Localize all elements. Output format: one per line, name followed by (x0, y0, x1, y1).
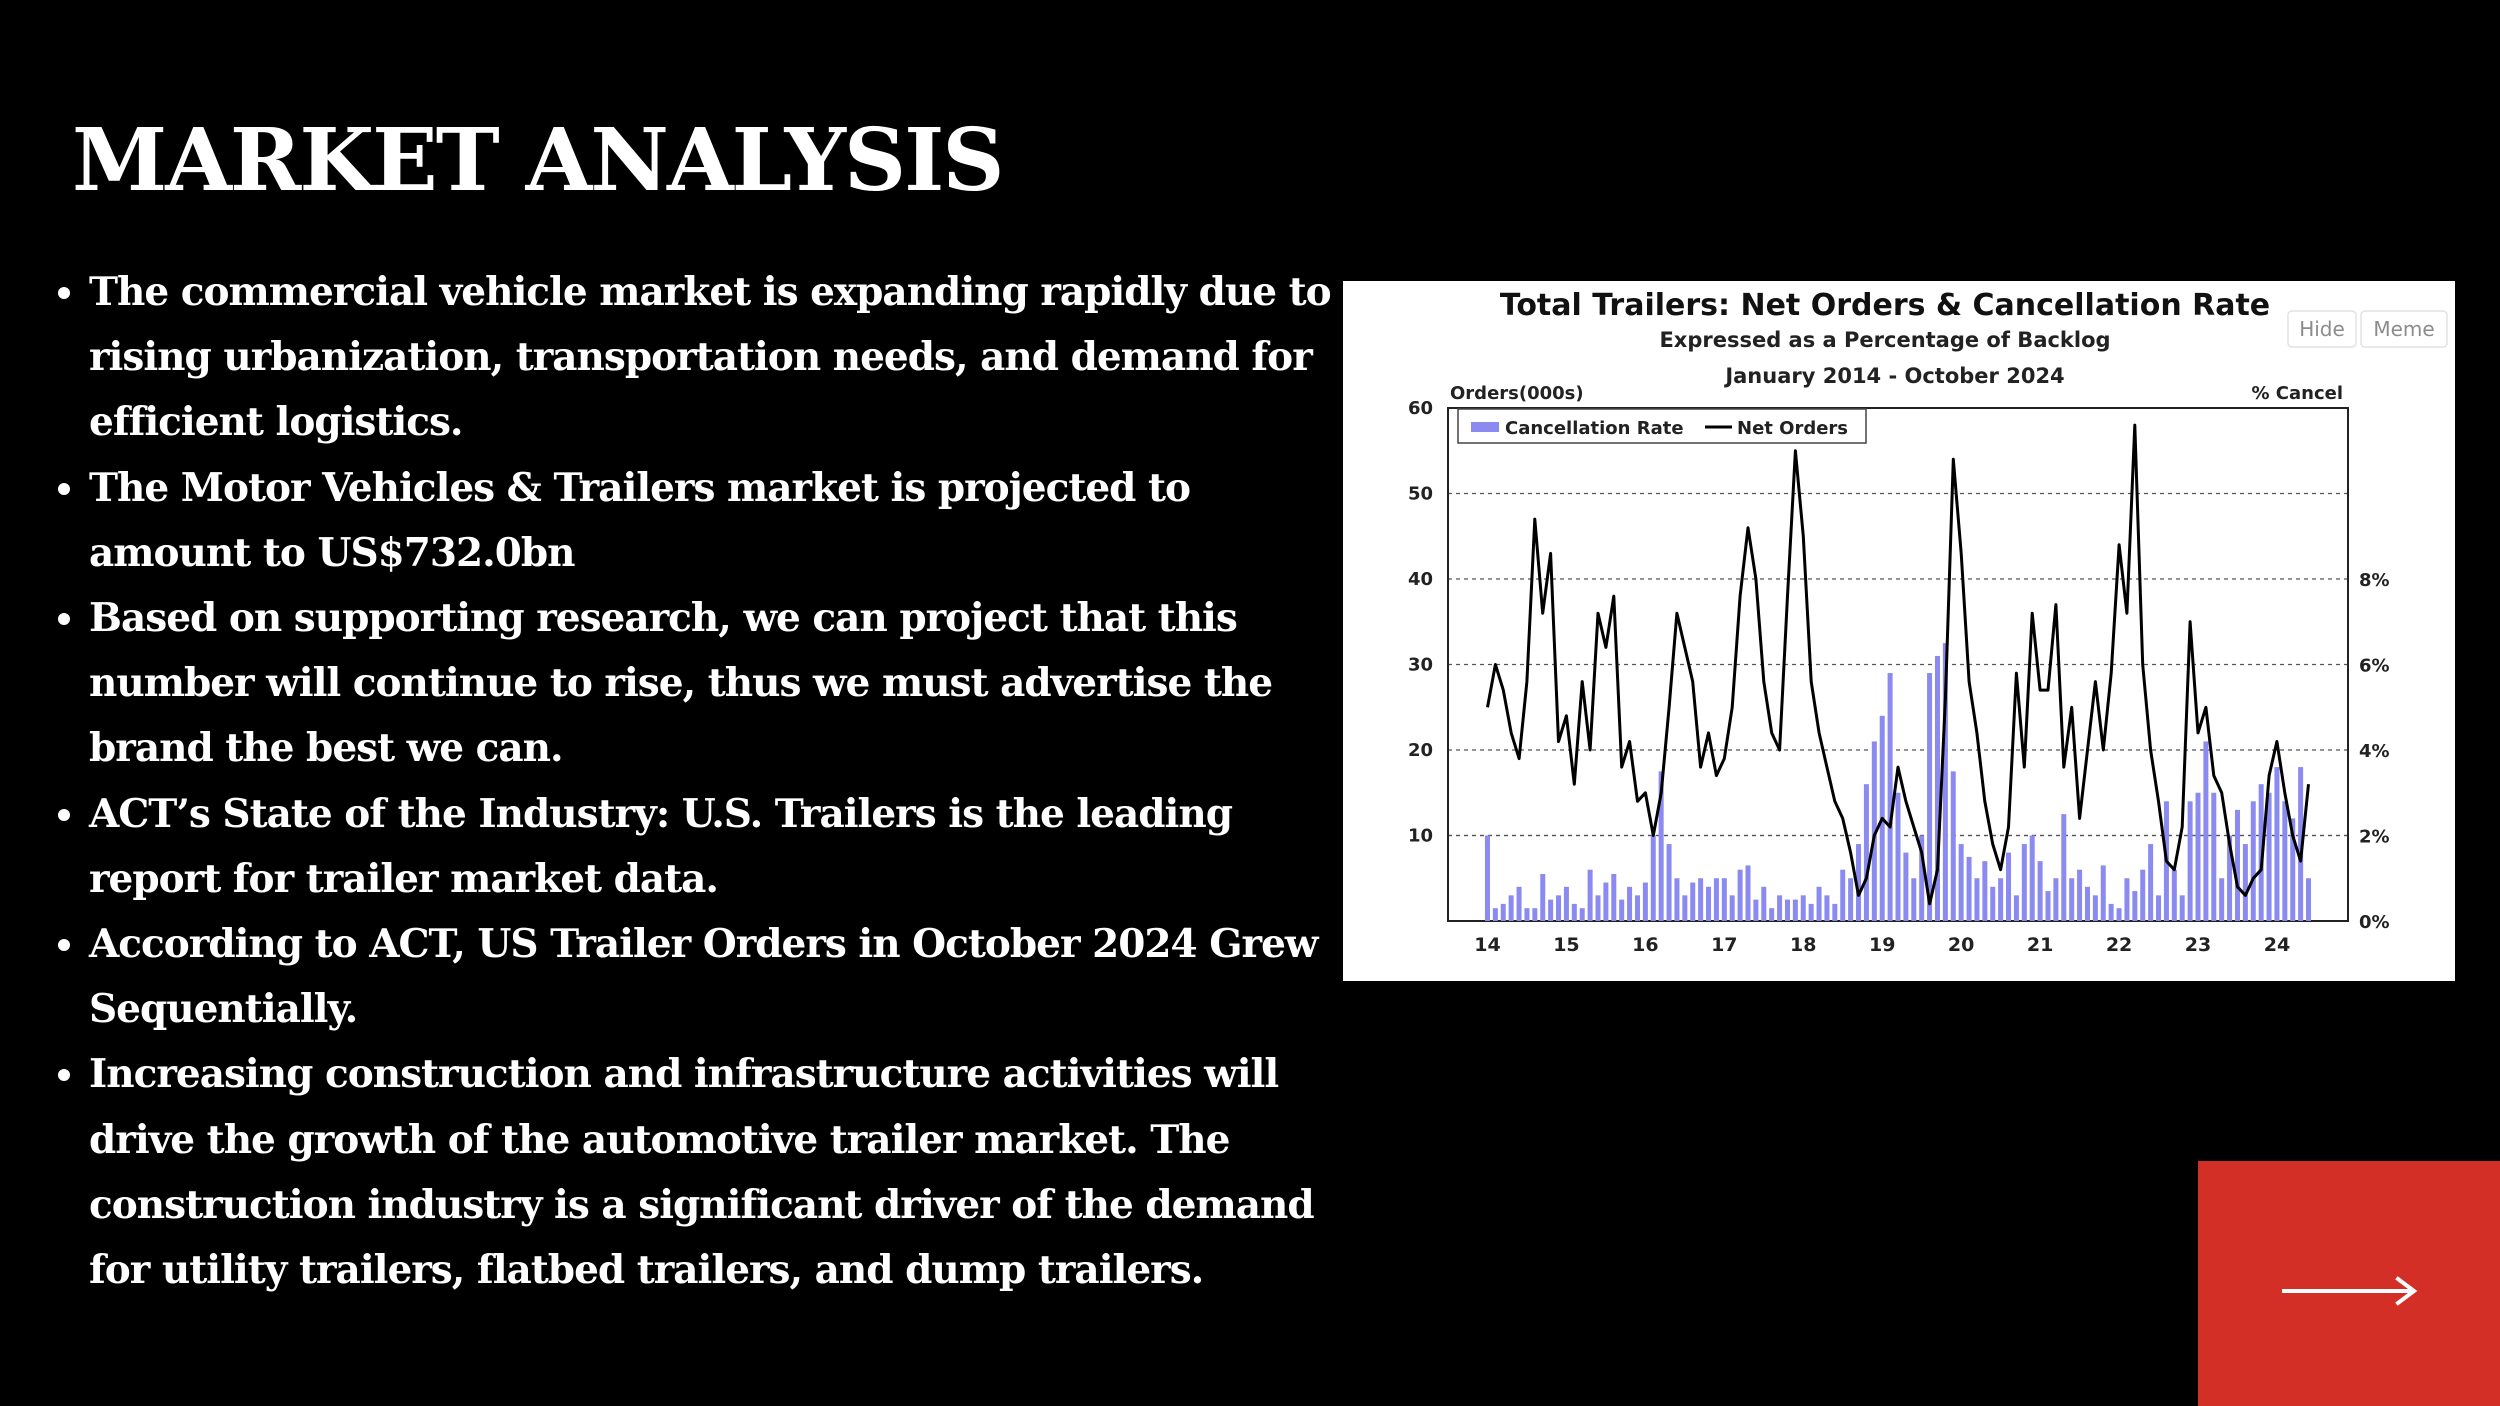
cancellation-bar (2109, 904, 2114, 921)
cancellation-bar (1769, 908, 1774, 921)
cancellation-bar (1580, 908, 1585, 921)
cancellation-bar (1540, 874, 1545, 921)
cancellation-bar (1722, 878, 1727, 921)
y-tick-label-right: 4% (2359, 741, 2390, 762)
cancellation-bar (2061, 814, 2066, 921)
cancellation-bar (1832, 904, 1837, 921)
cancellation-bar (1509, 895, 1514, 921)
y-tick-label-right: 8% (2359, 570, 2390, 591)
bullet-item: • ACT’s State of the Industry: U.S. Trailers is the leading report for trailer market data. (89, 782, 1334, 912)
cancellation-bar (1801, 895, 1806, 921)
next-slide-panel[interactable] (2198, 1161, 2500, 1406)
page-title: MARKET ANALYSIS (72, 110, 1003, 211)
y-tick-label-right: 6% (2359, 655, 2390, 677)
x-axis-ticks (1474, 934, 2290, 956)
cancellation-bar (1682, 895, 1687, 921)
cancellation-bar (2306, 878, 2311, 921)
cancellation-bar (1501, 904, 1506, 921)
cancellation-bar (1556, 895, 1561, 921)
cancellation-bar (2148, 844, 2153, 921)
legend-swatch-cancellation (1471, 422, 1499, 432)
x-tick-label: 17 (1711, 934, 1738, 956)
cancellation-bar (1667, 844, 1672, 921)
bullet-list (40, 260, 1334, 1303)
cancellation-bar (1517, 887, 1522, 921)
chart-date-range: January 2014 - October 2024 (1725, 364, 2065, 388)
cancellation-bar (2274, 767, 2279, 921)
y-tick-label-left: 20 (1407, 740, 1433, 761)
cancellation-bar (1532, 908, 1537, 921)
cancellation-bar (2196, 793, 2201, 921)
cancellation-bar (2117, 908, 2122, 921)
cancellation-bar (1572, 904, 1577, 921)
cancellation-bar (1596, 895, 1601, 921)
legend-label-net-orders: Net Orders (1737, 418, 1849, 439)
bullet-item: • Increasing construction and infrastructure activities will drive the growth of the automotive trailer market. The construction industry is a significant driver of the demand for utility trailers, flatbed trailers, and dump trailers. (89, 1042, 1334, 1303)
cancellation-bar (1959, 844, 1964, 921)
cancellation-bar (1564, 887, 1569, 921)
cancellation-bar (1635, 895, 1640, 921)
cancellation-bar (1967, 857, 1972, 921)
cancellation-bar (1674, 878, 1679, 921)
cancellation-bar (1619, 900, 1624, 921)
cancellation-bar (1990, 887, 1995, 921)
cancellation-bar (1982, 861, 1987, 921)
cancellation-bar (2251, 801, 2256, 921)
cancellation-bar (2069, 878, 2074, 921)
chart-title: Total Trailers: Net Orders & Cancellation Rate (1499, 288, 2271, 323)
cancellation-bar (1493, 908, 1498, 921)
cancellation-bar (1706, 887, 1711, 921)
cancellation-bar (2132, 891, 2137, 921)
cancellation-bar (2030, 836, 2035, 922)
y-tick-label-left: 10 (1407, 825, 1433, 847)
cancellation-bar (2101, 865, 2106, 921)
y-tick-label-left: 40 (1407, 569, 1433, 590)
cancellation-bar (2038, 861, 2043, 921)
bullet-item: • The Motor Vehicles & Trailers market is projected to amount to US$732.0bn (89, 456, 1334, 586)
cancellation-bar (1793, 900, 1798, 921)
cancellation-bar (1998, 878, 2003, 921)
cancellation-bar (1896, 793, 1901, 921)
cancellation-bar (1817, 887, 1822, 921)
cancellation-bar (2053, 878, 2058, 921)
cancellation-bar (2172, 870, 2177, 921)
cancellation-bar (1864, 784, 1869, 921)
cancellation-bar (1903, 853, 1908, 921)
cancellation-bar (1627, 887, 1632, 921)
cancellation-bar (2203, 741, 2208, 921)
arrow-right-icon[interactable] (2280, 1276, 2420, 1306)
cancellation-bar (2211, 793, 2216, 921)
hide-button[interactable]: Hide (2299, 317, 2345, 341)
y-tick-label-right: 0% (2359, 912, 2390, 933)
cancellation-bar (1524, 908, 1529, 921)
cancellation-bar (2006, 853, 2011, 921)
cancellation-bar (1974, 878, 1979, 921)
x-tick-label: 16 (1632, 934, 1659, 956)
cancellation-bar (2282, 801, 2287, 921)
cancellation-bar (1698, 878, 1703, 921)
x-tick-label: 14 (1474, 934, 1501, 956)
bullet-item: • Based on supporting research, we can project that this number will continue to rise, thus we must advertise the brand the best we can. (89, 586, 1334, 782)
cancellation-bar (1848, 878, 1853, 921)
x-tick-label: 23 (2184, 934, 2212, 956)
chart-gridlines (1448, 494, 2348, 836)
cancellation-bar (2093, 895, 2098, 921)
cancellation-bar (1603, 883, 1608, 921)
y-axis-ticks-right (2359, 570, 2390, 933)
cancellation-bar (2046, 891, 2051, 921)
cancellation-bar (2219, 878, 2224, 921)
y-axis-label-left: Orders(000s) (1450, 383, 1584, 404)
bullet-item: • According to ACT, US Trailer Orders in October 2024 Grew Sequentially. (89, 912, 1334, 1042)
cancellation-bar (2022, 844, 2027, 921)
y-tick-label-left: 60 (1407, 398, 1433, 419)
cancellation-bar (1651, 836, 1656, 922)
cancellation-bar (2235, 810, 2240, 921)
cancellation-bar (1588, 870, 1593, 921)
meme-button[interactable]: Meme (2373, 317, 2435, 341)
y-tick-label-left: 50 (1407, 483, 1433, 505)
cancellation-bar (1730, 895, 1735, 921)
cancellation-bar (1809, 904, 1814, 921)
x-tick-label: 22 (2105, 934, 2133, 956)
cancellation-bar (1777, 895, 1782, 921)
y-tick-label-right: 2% (2359, 826, 2390, 848)
cancellation-bar (2243, 844, 2248, 921)
x-tick-label: 20 (1947, 934, 1975, 956)
x-tick-label: 21 (2026, 934, 2054, 956)
cancellation-bar (1951, 771, 1956, 921)
y-tick-label-left: 30 (1407, 654, 1433, 676)
cancellation-bar (1548, 900, 1553, 921)
cancellation-bar (1824, 895, 1829, 921)
cancellation-bar (1888, 673, 1893, 921)
cancellation-bar (1840, 870, 1845, 921)
chart-legend (1458, 409, 1866, 443)
x-tick-label: 15 (1553, 934, 1580, 956)
cancellation-bar (1738, 870, 1743, 921)
bullet-item: • The commercial vehicle market is expanding rapidly due to rising urbanization, transportation needs, and demand for efficient logistics. (89, 260, 1334, 456)
cancellation-bar (2124, 878, 2129, 921)
chart-subtitle: Expressed as a Percentage of Backlog (1659, 328, 2111, 352)
cancellation-bar (2156, 895, 2161, 921)
cancellation-bar (2085, 887, 2090, 921)
cancellation-bar (2188, 801, 2193, 921)
chart-panel (1343, 281, 2455, 981)
cancellation-bar (1911, 878, 1916, 921)
cancellation-bar (1643, 883, 1648, 921)
x-tick-label: 19 (1868, 934, 1896, 956)
cancellation-bar (1714, 878, 1719, 921)
cancellation-bar (1611, 874, 1616, 921)
legend-label-cancellation: Cancellation Rate (1505, 418, 1684, 439)
cancellation-bar (1690, 883, 1695, 921)
cancellation-bar (2140, 870, 2145, 921)
x-tick-label: 24 (2263, 934, 2291, 956)
cancellation-bar (2180, 895, 2185, 921)
x-tick-label: 18 (1790, 934, 1817, 956)
y-axis-ticks-left (1408, 398, 1433, 847)
cancellation-bar (1785, 900, 1790, 921)
y-axis-label-right: % Cancel (2251, 383, 2343, 404)
cancellation-bar (1746, 865, 1751, 921)
cancellation-bar (1485, 836, 1490, 922)
chart-overlay-buttons (2288, 311, 2447, 347)
cancellation-bar (2077, 870, 2082, 921)
trailer-orders-chart (1343, 281, 2455, 981)
cancellation-bar (1753, 900, 1758, 921)
cancellation-bar (2014, 895, 2019, 921)
cancellation-bar (1761, 887, 1766, 921)
